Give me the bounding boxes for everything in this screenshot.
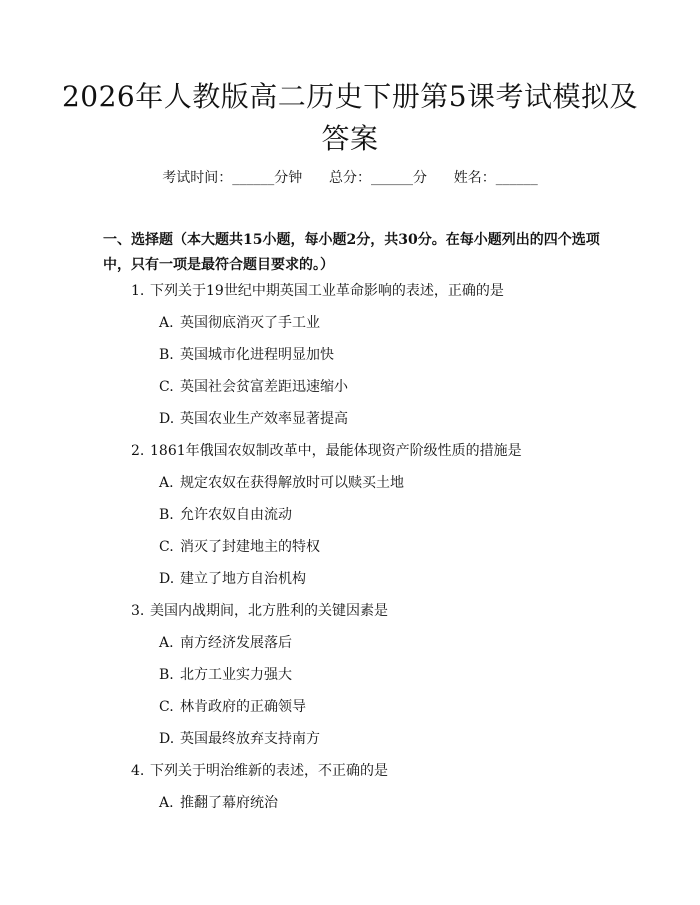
option-text: 英国最终放弃支持南方 <box>180 731 320 747</box>
question-stem <box>0 281 700 313</box>
option-letter: A. <box>159 635 174 651</box>
answer-option <box>0 377 700 409</box>
answer-option <box>0 537 700 569</box>
answer-option <box>0 345 700 377</box>
answer-option <box>0 697 700 729</box>
option-text: 英国社会贫富差距迅速缩小 <box>180 379 348 395</box>
option-text: 林肯政府的正确领导 <box>180 699 306 715</box>
answer-option <box>0 505 700 537</box>
question-number: 1. <box>131 283 145 299</box>
option-text: 英国彻底消灭了手工业 <box>180 315 320 331</box>
option-text: 允许农奴自由流动 <box>180 507 292 523</box>
exam-time-field: 考试时间：______分钟 <box>162 170 303 186</box>
option-text: 英国城市化进程明显加快 <box>180 347 334 363</box>
question-number: 2. <box>131 443 145 459</box>
option-letter: B. <box>159 347 174 363</box>
answer-option <box>0 313 700 345</box>
option-letter: C. <box>159 699 174 715</box>
option-text: 北方工业实力强大 <box>180 667 292 683</box>
option-letter: A. <box>159 795 174 811</box>
question-text: 1861年俄国农奴制改革中，最能体现资产阶级性质的措施是 <box>150 443 522 459</box>
option-letter: A. <box>159 475 174 491</box>
option-text: 推翻了幕府统治 <box>180 795 278 811</box>
option-letter: D. <box>159 571 175 587</box>
option-text: 英国农业生产效率显著提高 <box>180 411 348 427</box>
option-text: 建立了地方自治机构 <box>180 571 306 587</box>
option-letter: C. <box>159 539 174 555</box>
option-text: 规定农奴在获得解放时可以赎买土地 <box>180 475 404 491</box>
question-number: 3. <box>131 603 145 619</box>
answer-option <box>0 569 700 601</box>
answer-option <box>0 633 700 665</box>
question-list <box>0 281 700 825</box>
answer-option <box>0 665 700 697</box>
exam-info-line <box>0 168 700 188</box>
answer-option <box>0 729 700 761</box>
option-letter: D. <box>159 411 175 427</box>
option-text: 南方经济发展落后 <box>180 635 292 651</box>
document-title: 2026年人教版高二历史下册第5课考试模拟及答案 <box>61 80 639 155</box>
question-text: 美国内战期间，北方胜利的关键因素是 <box>150 603 388 619</box>
question-text: 下列关于19世纪中期英国工业革命影响的表述，正确的是 <box>150 283 504 299</box>
answer-option <box>0 409 700 441</box>
question-stem <box>0 761 700 793</box>
answer-option <box>0 793 700 825</box>
option-text: 消灭了封建地主的特权 <box>180 539 320 555</box>
option-letter: D. <box>159 731 175 747</box>
total-score-field: 总分：______分 <box>329 170 427 186</box>
option-letter: B. <box>159 667 174 683</box>
question-text: 下列关于明治维新的表述，不正确的是 <box>150 763 388 779</box>
question-stem <box>0 601 700 633</box>
option-letter: C. <box>159 379 174 395</box>
student-name-field: 姓名：______ <box>453 170 538 186</box>
question-stem <box>0 441 700 473</box>
option-letter: B. <box>159 507 174 523</box>
section-heading: 一、选择题（本大题共15小题，每小题2分，共30分。在每小题列出的四个选项中，只有一项是最符合题目要求的。） <box>103 232 600 273</box>
answer-option <box>0 473 700 505</box>
question-number: 4. <box>131 763 145 779</box>
option-letter: A. <box>159 315 174 331</box>
